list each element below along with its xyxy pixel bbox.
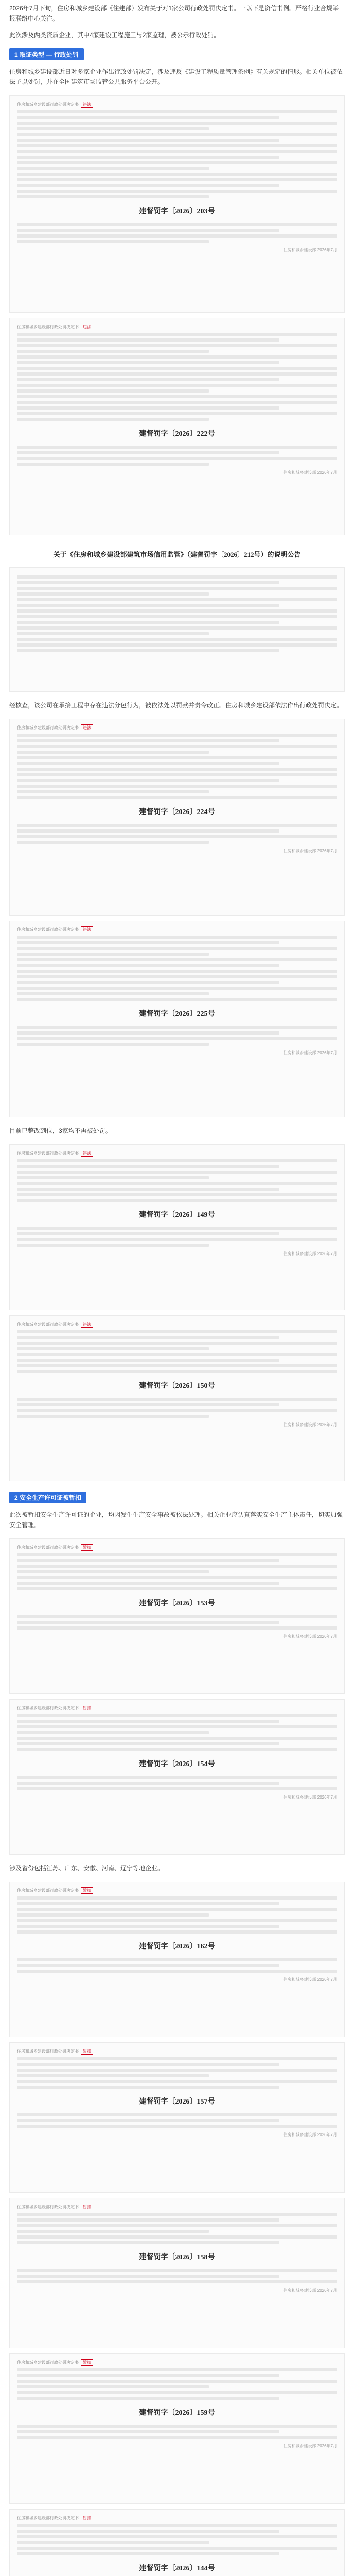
- doc-header: 住房和城乡建设部行政处罚决定书: [17, 2049, 79, 2054]
- penalty-document: [9, 1699, 345, 1855]
- section-banner-2: 2 安全生产许可证被暂扣: [9, 1492, 86, 1503]
- intro-paragraph-2: 此次涉及两类资质企业，其中4家建设工程施工与2家监理，被公示行政处罚。: [9, 31, 220, 39]
- doc-mark: 违法: [81, 324, 93, 330]
- doc-mark: 违法: [81, 101, 93, 108]
- doc-title: 建督罚字〔2026〕153号: [139, 1600, 215, 1607]
- doc-footer: 住房和城乡建设部 2026年7月: [283, 849, 337, 853]
- doc-title: 建督罚字〔2026〕158号: [139, 2253, 215, 2261]
- doc-footer: 住房和城乡建设部 2026年7月: [283, 1050, 337, 1055]
- doc-header: 住房和城乡建设部行政处罚决定书: [17, 725, 79, 730]
- doc-mark: 暂扣: [81, 2204, 93, 2210]
- intro-paragraph-1: 2026年7月下旬，住房和城乡建设部《住建部）发布关于对1家公司行政处罚决定书。一以下是资信书例。严格行业合规举报联络中心关注。: [9, 5, 339, 22]
- doc-footer: 住房和城乡建设部 2026年7月: [283, 248, 337, 252]
- doc-title: 建督罚字〔2026〕144号: [139, 2565, 215, 2572]
- section5-text: 涉及省份包括江苏、广东、安徽、河南、辽宁等地企业。: [9, 1865, 164, 1872]
- doc-title: 建督罚字〔2026〕150号: [139, 1382, 215, 1390]
- doc-title: 建督罚字〔2026〕203号: [139, 208, 215, 215]
- notice-title: 关于《住房和城乡建设部建筑市场信用监管》（建督罚字〔2026〕212号）的说明公告: [53, 551, 301, 558]
- penalty-document: [9, 2353, 345, 2504]
- penalty-document: [9, 2042, 345, 2193]
- notice-document: [9, 567, 345, 692]
- doc-footer: 住房和城乡建设部 2026年7月: [283, 2444, 337, 2448]
- penalty-document: [9, 1538, 345, 1694]
- penalty-document: [9, 719, 345, 916]
- doc-footer: 住房和城乡建设部 2026年7月: [283, 2288, 337, 2293]
- doc-footer: 住房和城乡建设部 2026年7月: [283, 1795, 337, 1800]
- doc-footer: 住房和城乡建设部 2026年7月: [283, 1251, 337, 1256]
- section4-text: 此次被暂扣安全生产许可证的企业，均因发生生产安全事故被依法处理。相关企业应认真落实安全生产主体责任，切实加强安全管理。: [9, 1511, 343, 1529]
- doc-header: 住房和城乡建设部行政处罚决定书: [17, 1322, 79, 1327]
- doc-header: 住房和城乡建设部行政处罚决定书: [17, 2360, 79, 2365]
- doc-title: 建督罚字〔2026〕157号: [139, 2098, 215, 2106]
- doc-footer: 住房和城乡建设部 2026年7月: [283, 470, 337, 475]
- doc-mark: 暂扣: [81, 1705, 93, 1711]
- doc-mark: 违法: [81, 1321, 93, 1328]
- doc-mark: 暂扣: [81, 1544, 93, 1551]
- doc-header: 住房和城乡建设部行政处罚决定书: [17, 2516, 79, 2520]
- penalty-document: [9, 921, 345, 1117]
- doc-mark: 违法: [81, 724, 93, 731]
- doc-title: 建督罚字〔2026〕149号: [139, 1211, 215, 1219]
- doc-footer: 住房和城乡建设部 2026年7月: [283, 1422, 337, 1427]
- section1-text: 住房和城乡建设部近日对多家企业作出行政处罚决定，涉及违反《建设工程质量管理条例》有关规定的情形。相关单位被依法予以处罚，并在全国建筑市场监管公共服务平台公开。: [9, 68, 343, 86]
- penalty-document: [9, 1882, 345, 2037]
- section-banner-1: 1 取证类型 — 行政处罚: [9, 48, 84, 60]
- doc-mark: 违法: [81, 926, 93, 933]
- penalty-document: [9, 2509, 345, 2576]
- doc-mark: 暂扣: [81, 1887, 93, 1894]
- doc-mark: 暂扣: [81, 2359, 93, 2366]
- section3-text: 目前已整改到位，3家均不再被处罚。: [9, 1127, 112, 1134]
- doc-title: 建督罚字〔2026〕225号: [139, 1010, 215, 1018]
- doc-header: 住房和城乡建设部行政处罚决定书: [17, 927, 79, 932]
- doc-header: 住房和城乡建设部行政处罚决定书: [17, 102, 79, 107]
- doc-title: 建督罚字〔2026〕162号: [139, 1943, 215, 1951]
- doc-mark: 违法: [81, 1150, 93, 1157]
- doc-header: 住房和城乡建设部行政处罚决定书: [17, 1888, 79, 1893]
- section2-text: 经核查，该公司在承接工程中存在违法分包行为，被依法处以罚款并责令改正。住房和城乡建设部依法作出行政处罚决定。: [9, 702, 343, 709]
- doc-footer: 住房和城乡建设部 2026年7月: [283, 2132, 337, 2137]
- doc-header: 住房和城乡建设部行政处罚决定书: [17, 325, 79, 329]
- penalty-document: [9, 318, 345, 535]
- doc-header: 住房和城乡建设部行政处罚决定书: [17, 1545, 79, 1550]
- doc-mark: 暂扣: [81, 2048, 93, 2055]
- doc-footer: 住房和城乡建设部 2026年7月: [283, 1634, 337, 1639]
- doc-title: 建督罚字〔2026〕222号: [139, 430, 215, 438]
- penalty-document: [9, 95, 345, 313]
- doc-mark: 暂扣: [81, 2515, 93, 2521]
- doc-title: 建督罚字〔2026〕224号: [139, 808, 215, 816]
- doc-header: 住房和城乡建设部行政处罚决定书: [17, 1706, 79, 1710]
- doc-title: 建督罚字〔2026〕154号: [139, 1760, 215, 1768]
- penalty-document: [9, 2198, 345, 2348]
- doc-header: 住房和城乡建设部行政处罚决定书: [17, 1151, 79, 1156]
- penalty-document: [9, 1144, 345, 1310]
- penalty-document: [9, 1315, 345, 1481]
- doc-title: 建督罚字〔2026〕159号: [139, 2409, 215, 2417]
- doc-footer: 住房和城乡建设部 2026年7月: [283, 1977, 337, 1982]
- doc-header: 住房和城乡建设部行政处罚决定书: [17, 2205, 79, 2209]
